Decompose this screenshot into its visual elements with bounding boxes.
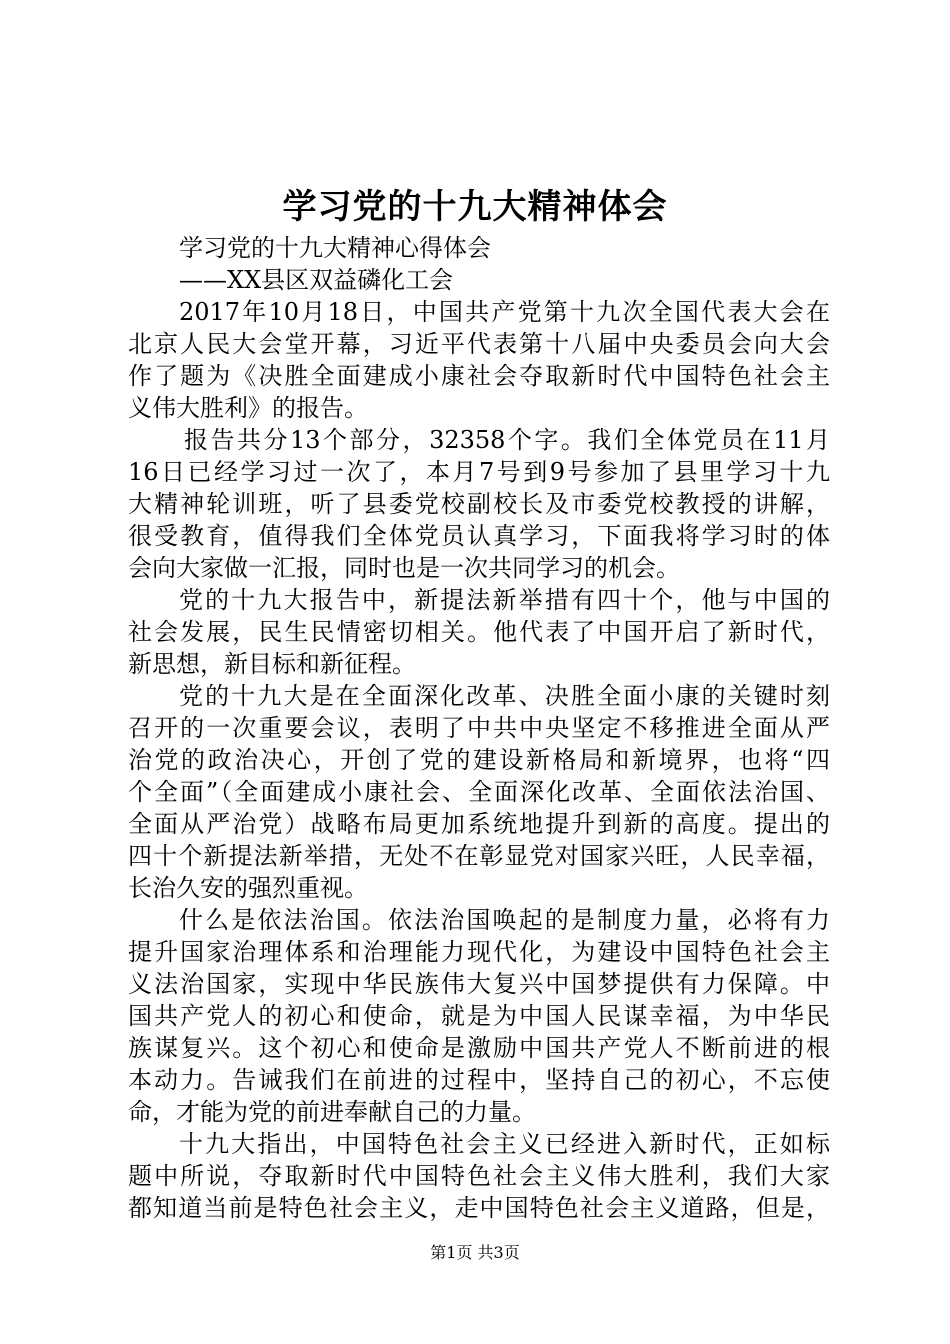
paragraph-line: 四十个新提法新举措，无处不在彰显党对国家兴旺，人民幸福， — [128, 842, 830, 870]
paragraph-line: 北京人民大会堂开幕，习近平代表第十八届中央委员会向大会 — [128, 330, 830, 358]
paragraph-line: 国共产党人的初心和使命，就是为中国人民谋幸福，为中华民 — [128, 1002, 830, 1030]
paragraph-line: 2017年10月18日，中国共产党第十九次全国代表大会在 — [179, 298, 830, 326]
paragraph-line: 义伟大胜利》的报告。 — [128, 394, 368, 422]
paragraph-line: 长治久安的强烈重视。 — [128, 874, 368, 902]
paragraph-line: 社会发展，民生民情密切相关。他代表了中国开启了新时代， — [128, 618, 830, 646]
paragraph-line: 党的十九大是在全面深化改革、决胜全面小康的关键时刻 — [179, 682, 830, 710]
document-title: 学习党的十九大精神体会 — [282, 187, 668, 227]
paragraph-line: 十九大指出，中国特色社会主义已经进入新时代，正如标 — [179, 1130, 830, 1158]
paragraph-line: 会向大家做一汇报，同时也是一次共同学习的机会。 — [128, 554, 680, 582]
paragraph-line: 报告共分13个部分，32358个字。我们全体党员在11月 — [184, 426, 830, 454]
paragraph-line: 很受教育，值得我们全体党员认真学习，下面我将学习时的体 — [128, 522, 830, 550]
paragraph-line: 义法治国家，实现中华民族伟大复兴中国梦提供有力保障。中 — [128, 970, 830, 998]
paragraph-line: 个全面”（全面建成小康社会、全面深化改革、全面依法治国、 — [128, 778, 830, 806]
paragraph-line: 都知道当前是特色社会主义，走中国特色社会主义道路，但是， — [128, 1194, 830, 1222]
paragraph-line: 16日已经学习过一次了，本月7号到9号参加了县里学习十九 — [128, 458, 830, 486]
subtitle-line: 学习党的十九大精神心得体会 — [179, 234, 491, 262]
paragraph-line: 大精神轮训班，听了县委党校副校长及市委党校教授的讲解， — [128, 490, 830, 518]
paragraph-line: 本动力。告诫我们在前进的过程中，坚持自己的初心，不忘使 — [128, 1066, 830, 1094]
paragraph-line: 召开的一次重要会议，表明了中共中央坚定不移推进全面从严 — [128, 714, 830, 742]
paragraph-line: 提升国家治理体系和治理能力现代化，为建设中国特色社会主 — [128, 938, 830, 966]
paragraph-line: 党的十九大报告中，新提法新举措有四十个，他与中国的 — [179, 586, 830, 614]
paragraph-line: 命，才能为党的前进奉献自己的力量。 — [128, 1098, 536, 1126]
paragraph-line: 全面从严治党）战略布局更加系统地提升到新的高度。提出的 — [128, 810, 830, 838]
paragraph-line: 新思想，新目标和新征程。 — [128, 650, 416, 678]
paragraph-line: 治党的政治决心，开创了党的建设新格局和新境界，也将“四 — [128, 746, 830, 774]
paragraph-line: 题中所说，夺取新时代中国特色社会主义伟大胜利，我们大家 — [128, 1162, 830, 1190]
paragraph-line: 族谋复兴。这个初心和使命是激励中国共产党人不断前进的根 — [128, 1034, 830, 1062]
paragraph-line: 什么是依法治国。依法治国唤起的是制度力量，必将有力 — [179, 906, 830, 934]
paragraph-line: 作了题为《决胜全面建成小康社会夺取新时代中国特色社会主 — [128, 362, 830, 390]
author-line: ——XX县区双益磷化工会 — [179, 266, 454, 294]
document-body — [128, 232, 830, 1224]
page-footer: 第1页 共3页 — [430, 1243, 520, 1262]
